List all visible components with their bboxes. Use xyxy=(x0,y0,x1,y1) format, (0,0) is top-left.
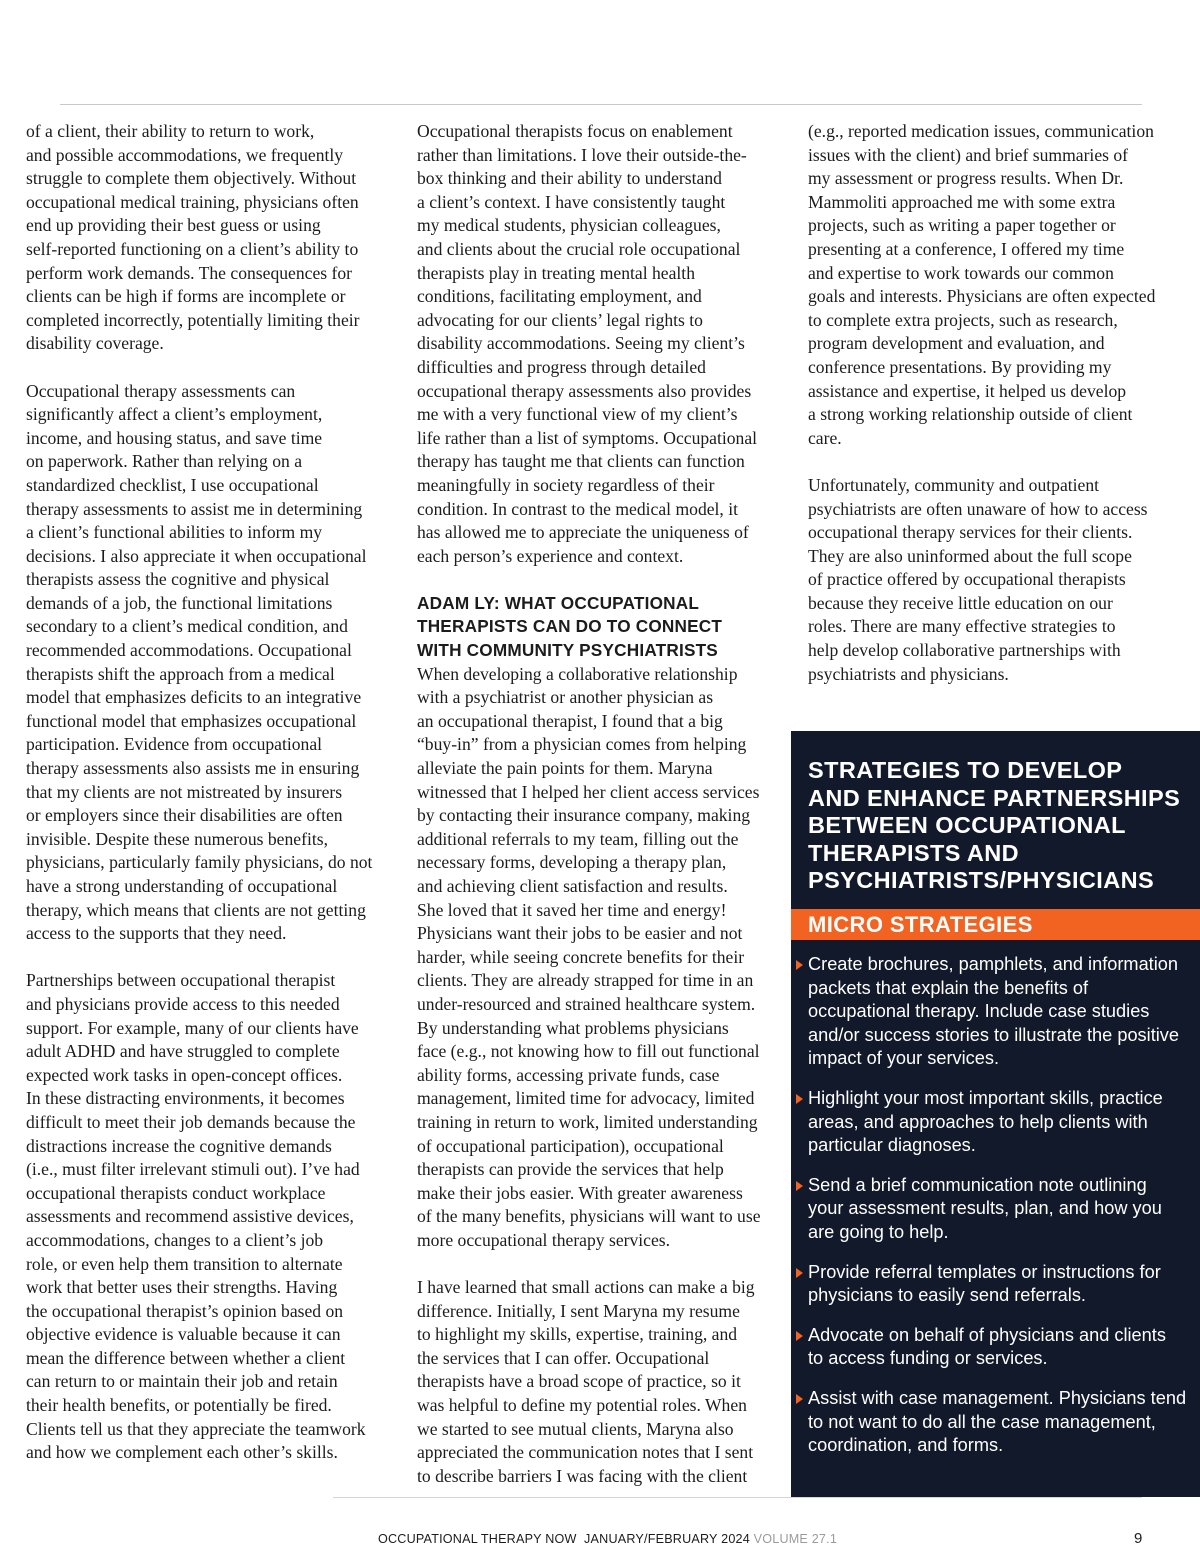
body-paragraph: Occupational therapists focus on enablement rather than limitations. I love their outside-the- box thinking and their ability to understand a client’s context. I have consistently taught my medical students, physician colleagues, and clients about the crucial role occupational therapists play in treating mental health conditions, facilitating employment, and advocating for our clients’ legal rights to disability accommodations. Seeing my client’s difficulties and progress through detailed occupational therapy assessments also provides me with a very functional view of my client’s life rather than a list of symptoms. Occupational therapy has taught me that clients can function meaningfully in society regardless of their condition. In contrast to the medical model, it has allowed me to appreciate the uniqueness of each person’s experience and context. xyxy=(417,121,758,566)
strategy-text: Highlight your most important skills, practice areas, and approaches to help clients with particular diagnoses. xyxy=(808,1087,1163,1156)
strategy-item xyxy=(791,1174,1200,1245)
sidebar-title: STRATEGIES TO DEVELOP AND ENHANCE PARTNERSHIPS BETWEEN OCCUPATIONAL THERAPISTS AND PSYCHIATRISTS/PHYSICIANS xyxy=(808,757,1181,893)
strategy-text: Assist with case management. Physicians tend to not want to do all the case management, coordination, and forms. xyxy=(808,1387,1187,1456)
top-rule xyxy=(60,104,1142,105)
strategies-sidebar xyxy=(791,731,1200,1497)
body-paragraph: Unfortunately, community and outpatient psychiatrists are often unaware of how to access occupational therapy services for their clients. They are also uninformed about the full scope of practice offered by occupational therapists because they receive little education on our roles. There are many effective strategies to help develop collaborative partnerships with psychiatrists and physicians. xyxy=(808,474,1148,684)
page-number: 9 xyxy=(1134,1530,1143,1547)
body-paragraph: When developing a collaborative relationship with a psychiatrist or another physician as an occupational therapist, I found that a big “buy-in” from a physician comes from helping alleviate the pain points for them. Maryna witnessed that I helped her client access services by contacting their insurance company, making additional referrals to my team, filling out the necessary forms, developing a therapy plan, and achieving client satisfaction and results. She loved that it saved her time and energy! Physicians want their jobs to be easier and not harder, while seeing concrete benefits for their clients. They are already strapped for time in an under-resourced and strained healthcare system. By understanding what problems physicians face (e.g., not knowing how to fill out functional ability forms, accessing private funds, case management, limited time for advocacy, limited training in return to work, limited understanding of occupational participation), occupational therapists can provide the services that help make their jobs easier. With greater awareness of the many benefits, physicians will want to use more occupational therapy services. xyxy=(417,663,761,1250)
article-column-3 xyxy=(808,120,1180,686)
issue-date: JANUARY/FEBRUARY 2024 xyxy=(584,1532,750,1546)
article-column-2 xyxy=(417,120,789,1488)
triangle-bullet-icon xyxy=(796,1094,803,1104)
footer-rule xyxy=(333,1497,1142,1498)
strategy-list xyxy=(791,953,1200,1474)
body-paragraph: I have learned that small actions can make a big difference. Initially, I sent Maryna my resume to highlight my skills, expertise, training, and the services that I can offer. Occupational therapists have a broad scope of practice, so it was helpful to define my potential roles. When we started to see mutual clients, Maryna also appreciated the communication notes that I sent to describe barriers I was facing with the client xyxy=(417,1277,755,1486)
triangle-bullet-icon xyxy=(796,1394,803,1404)
section-subheading: ADAM LY: WHAT OCCUPATIONAL THERAPISTS CAN DO TO CONNECT WITH COMMUNITY PSYCHIATRISTS xyxy=(417,592,723,661)
publication-name: OCCUPATIONAL THERAPY NOW xyxy=(378,1532,577,1546)
strategy-item xyxy=(791,1324,1200,1371)
triangle-bullet-icon xyxy=(796,960,803,970)
volume-number: VOLUME 27.1 xyxy=(753,1532,838,1546)
body-paragraph: of a client, their ability to return to work, and possible accommodations, we frequently struggle to complete them objectively. Without occupational medical training, physicians often end up providing their best guess or using self-reported functioning on a client’s ability to perform work demands. The consequences for clients can be high if forms are incomplete or completed incorrectly, potentially limiting their disability coverage. xyxy=(26,121,360,354)
body-paragraph: (e.g., reported medication issues, communication issues with the client) and brief summaries of my assessment or progress results. When Dr. Mammoliti approached me with some extra projects, such as writing a paper together or presenting at a conference, I offered my time and expertise to work towards our common goals and interests. Physicians are often expected to complete extra projects, such as research, program development and evaluation, and conference presentations. By providing my assistance and expertise, it helped us develop a strong working relationship outside of client care. xyxy=(808,121,1156,448)
strategy-item xyxy=(791,1087,1200,1158)
body-paragraph: Partnerships between occupational therapist and physicians provide access to this needed support. For example, many of our clients have adult ADHD and have struggled to complete expected work tasks in open-concept offices. In these distracting environments, it becomes difficult to meet their job demands because the distractions increase the cognitive demands (i.e., must filter irrelevant stimuli out). I’ve had occupational therapists conduct workplace assessments and recommend assistive devices, accommodations, changes to a client’s job role, or even help them transition to alternate work that better uses their strengths. Having the occupational therapist’s opinion based on objective evidence is valuable because it can mean the difference between whether a client can return to or maintain their job and retain their health benefits, or potentially be fired. Clients tell us that they appreciate the teamwork and how we complement each other’s skills. xyxy=(26,970,366,1463)
strategy-text: Provide referral templates or instructions for physicians to easily send referrals. xyxy=(808,1261,1161,1306)
body-paragraph: Occupational therapy assessments can significantly affect a client’s employment, income, and housing status, and save time on paperwork. Rather than relying on a standardized checklist, I use occupational therapy assessments to assist me in determining a client’s functional abilities to inform my decisions. I also appreciate it when occupational therapists assess the cognitive and physical demands of a job, the functional limitations secondary to a client’s medical condition, and recommended accommodations. Occupational therapists shift the approach from a medical model that emphasizes deficits to an integrative functional model that emphasizes occupational participation. Evidence from occupational therapy assessments also assists me in ensuring that my clients are not mistreated by insurers or employers since their disabilities are often invisible. Despite these numerous benefits, physicians, particularly family physicians, do not have a strong understanding of occupational therapy, which means that clients are not getting access to the supports that they need. xyxy=(26,380,373,944)
running-footer xyxy=(378,1532,837,1546)
triangle-bullet-icon xyxy=(796,1181,803,1191)
strategy-item xyxy=(791,1261,1200,1308)
micro-strategies-band xyxy=(791,909,1200,940)
strategy-item xyxy=(791,953,1200,1071)
section-label: MICRO STRATEGIES xyxy=(808,912,1033,937)
strategy-text: Send a brief communication note outlining your assessment results, plan, and how you are going to help. xyxy=(808,1174,1162,1242)
strategy-item xyxy=(791,1387,1200,1458)
triangle-bullet-icon xyxy=(796,1331,803,1341)
strategy-text: Advocate on behalf of physicians and clients to access funding or services. xyxy=(808,1324,1166,1369)
strategy-text: Create brochures, pamphlets, and information packets that explain the benefits of occupational therapy. Include case studies and/or success stories to illustrate the positive impact of your services. xyxy=(808,954,1179,1069)
article-column-1 xyxy=(26,120,394,1465)
triangle-bullet-icon xyxy=(796,1268,803,1278)
